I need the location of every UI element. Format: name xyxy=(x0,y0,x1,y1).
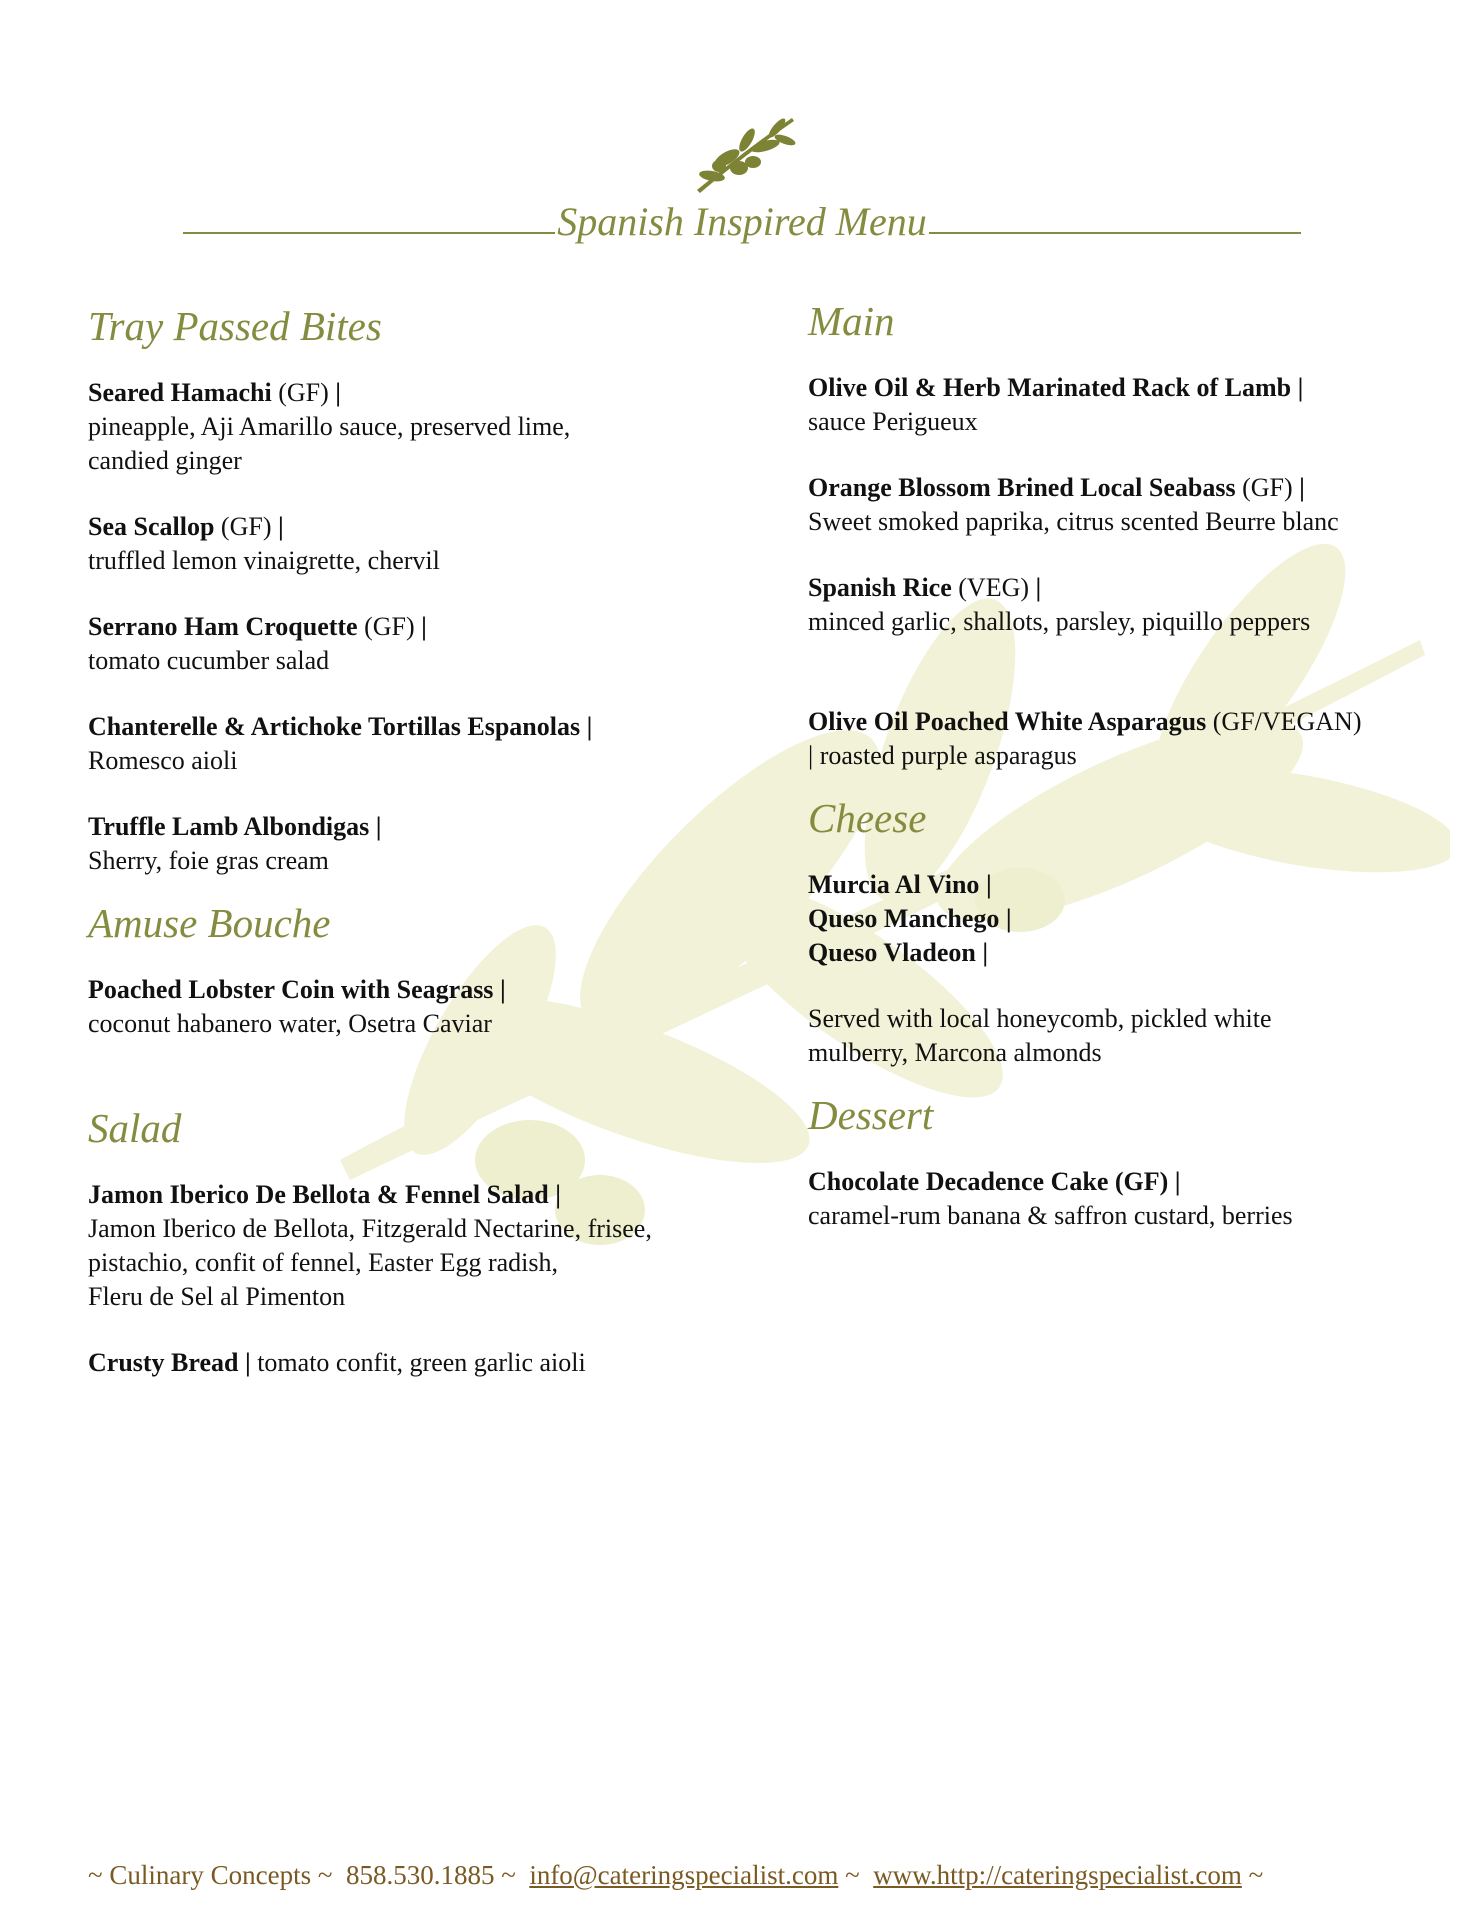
section-title-amuse: Amuse Bouche xyxy=(88,900,331,947)
item-desc: truffled lemon vinaigrette, chervil xyxy=(88,546,440,576)
footer-company: Culinary Concepts xyxy=(109,1860,312,1890)
footer-tilde: ~ xyxy=(317,1860,333,1890)
item-tag: (GF) xyxy=(1242,473,1293,503)
item-desc: Sherry, foie gras cream xyxy=(88,846,329,876)
item-separator: | xyxy=(982,938,989,968)
item-separator: | xyxy=(1174,1167,1181,1197)
menu-item xyxy=(88,810,728,878)
item-desc: tomato cucumber salad xyxy=(88,646,330,676)
footer-website-link[interactable]: www.http://cateringspecialist.com xyxy=(873,1860,1242,1890)
section-title-tray: Tray Passed Bites xyxy=(88,303,382,349)
menu-item xyxy=(808,571,1448,639)
item-name: Sea Scallop xyxy=(88,512,215,542)
item-desc: sauce Perigueux xyxy=(808,407,978,437)
footer-tilde: ~ xyxy=(1248,1860,1264,1890)
item-desc: mulberry, Marcona almonds xyxy=(808,1038,1102,1068)
item-name: Jamon Iberico De Bellota & Fennel Salad xyxy=(88,1180,549,1210)
item-desc: Jamon Iberico de Bellota, Fitzgerald Nectarine, frisee, xyxy=(88,1214,652,1244)
menu-item xyxy=(808,705,1448,773)
item-name: Crusty Bread xyxy=(88,1348,239,1378)
item-separator: | xyxy=(335,378,341,408)
footer-tilde: ~ xyxy=(88,1860,103,1890)
menu-item xyxy=(88,1346,728,1380)
section-title-salad: Salad xyxy=(88,1105,182,1152)
item-separator: | xyxy=(277,512,284,542)
item-separator: | xyxy=(555,1180,561,1210)
page-title: Spanish Inspired Menu xyxy=(557,199,927,244)
item-tag: (GF) xyxy=(220,512,272,542)
footer-email-link[interactable]: info@cateringspecialist.com xyxy=(529,1860,839,1890)
menu-item xyxy=(88,710,728,778)
footer xyxy=(88,1860,1263,1891)
item-separator: | xyxy=(1005,904,1012,934)
item-name: Olive Oil Poached White Asparagus xyxy=(808,707,1207,737)
item-desc: minced garlic, shallots, parsley, piquillo peppers xyxy=(808,607,1311,637)
item-separator: | xyxy=(499,975,506,1005)
item-desc: pistachio, confit of fennel, Easter Egg radish, xyxy=(88,1248,559,1278)
menu-item xyxy=(88,610,728,678)
section-title-dessert: Dessert xyxy=(808,1092,934,1139)
cheese-list xyxy=(808,868,1448,970)
cheese-note xyxy=(808,1002,1448,1070)
menu-item xyxy=(88,973,728,1041)
item-name: Serrano Ham Croquette xyxy=(88,612,358,642)
olive-branch-icon xyxy=(677,110,807,200)
menu-item xyxy=(808,471,1448,539)
menu-item xyxy=(808,371,1448,439)
menu-item xyxy=(88,1178,728,1314)
item-desc: pineapple, Aji Amarillo sauce, preserved lime, xyxy=(88,412,571,442)
item-name: Queso Manchego xyxy=(808,904,1000,934)
item-separator: | xyxy=(1035,573,1042,603)
item-desc: coconut habanero water, Osetra Caviar xyxy=(88,1009,492,1039)
right-column xyxy=(808,300,1448,1265)
item-name: Queso Vladeon xyxy=(808,938,976,968)
item-desc: Romesco aioli xyxy=(88,746,238,776)
item-desc: tomato confit, green garlic aioli xyxy=(257,1348,586,1378)
item-name: Orange Blossom Brined Local Seabass xyxy=(808,473,1236,503)
menu-header xyxy=(0,110,1484,242)
item-separator: | xyxy=(985,870,992,900)
item-name: Chocolate Decadence Cake (GF) xyxy=(808,1167,1169,1197)
item-name: Olive Oil & Herb Marinated Rack of Lamb xyxy=(808,373,1292,403)
item-separator: | xyxy=(375,812,382,842)
item-name: Poached Lobster Coin with Seagrass xyxy=(88,975,494,1005)
item-desc: Sweet smoked paprika, citrus scented Beurre blanc xyxy=(808,507,1339,537)
item-name: Seared Hamachi xyxy=(88,378,272,408)
item-tag: (GF/VEGAN) xyxy=(1212,707,1362,737)
left-column xyxy=(88,305,728,1412)
item-tag: (VEG) xyxy=(958,573,1030,603)
item-desc: Served with local honeycomb, pickled white xyxy=(808,1004,1272,1034)
item-separator: | xyxy=(1299,473,1305,503)
item-desc: | roasted purple asparagus xyxy=(808,741,1077,771)
item-tag: (GF) xyxy=(364,612,415,642)
item-separator: | xyxy=(1297,373,1304,403)
item-name: Truffle Lamb Albondigas xyxy=(88,812,370,842)
title-rule-left xyxy=(183,232,555,234)
item-tag: (GF) xyxy=(278,378,329,408)
item-desc: caramel-rum banana & saffron custard, berries xyxy=(808,1201,1293,1231)
menu-item xyxy=(88,510,728,578)
item-name: Chanterelle & Artichoke Tortillas Espanolas xyxy=(88,712,581,742)
section-title-cheese: Cheese xyxy=(808,795,927,842)
item-name: Spanish Rice xyxy=(808,573,952,603)
menu-item xyxy=(88,376,728,478)
item-separator: | xyxy=(244,1348,251,1378)
footer-tilde: ~ xyxy=(845,1860,860,1890)
item-desc: Fleru de Sel al Pimenton xyxy=(88,1282,346,1312)
item-separator: | xyxy=(421,612,427,642)
section-title-main: Main xyxy=(808,298,895,344)
footer-phone: 858.530.1885 xyxy=(345,1860,495,1890)
footer-tilde: ~ xyxy=(501,1860,516,1890)
title-rule-right xyxy=(929,232,1301,234)
item-name: Murcia Al Vino xyxy=(808,870,980,900)
item-separator: | xyxy=(586,712,593,742)
menu-item xyxy=(808,1165,1448,1233)
item-desc: candied ginger xyxy=(88,446,242,476)
